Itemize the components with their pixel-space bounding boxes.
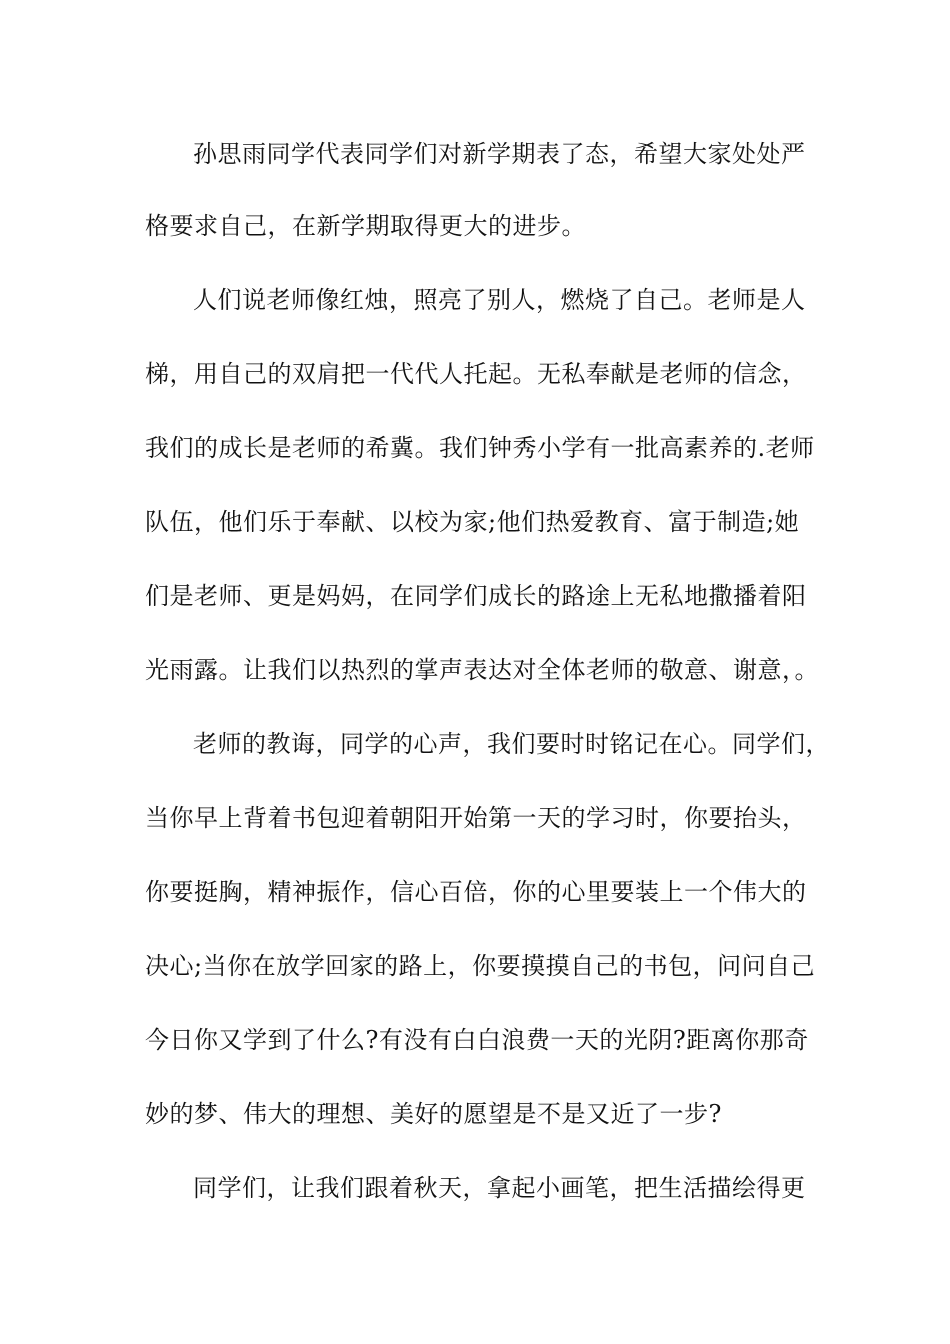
paragraph-line: 你要挺胸，精神振作，信心百倍，你的心里要装上一个伟大的	[145, 878, 807, 906]
paragraph-line: 老师的教诲，同学的心声，我们要时时铭记在心。同学们，	[193, 730, 830, 758]
paragraph-line: 格要求自己，在新学期取得更大的进步。	[145, 212, 586, 240]
paragraph-line: 们是老师、更是妈妈，在同学们成长的路途上无私地撒播着阳	[145, 582, 807, 610]
paragraph-line: 当你早上背着书包迎着朝阳开始第一天的学习时，你要抬头，	[145, 804, 807, 832]
paragraph-line: 我们的成长是老师的希冀。我们钟秀小学有一批高素养的.老师	[145, 434, 815, 462]
paragraph-line: 人们说老师像红烛，照亮了别人，燃烧了自己。老师是人	[193, 286, 806, 314]
paragraph-line: 光雨露。让我们以热烈的掌声表达对全体老师的敬意、谢意，。	[145, 656, 819, 684]
paragraph-line: 梯，用自己的双肩把一代代人托起。无私奉献是老师的信念，	[145, 360, 807, 388]
paragraph-line: 队伍，他们乐于奉献、以校为家;他们热爱教育、富于制造;她	[145, 508, 800, 536]
paragraph-line: 孙思雨同学代表同学们对新学期表了态，希望大家处处严	[193, 140, 806, 168]
paragraph-line: 决心;当你在放学回家的路上，你要摸摸自己的书包，问问自己	[145, 952, 816, 980]
paragraph-line: 同学们，让我们跟着秋天，拿起小画笔，把生活描绘得更	[193, 1174, 806, 1202]
paragraph-line: 今日你又学到了什么?有没有白白浪费一天的光阴?距离你那奇	[145, 1026, 809, 1054]
paragraph-line: 妙的梦、伟大的理想、美好的愿望是不是又近了一步?	[145, 1100, 722, 1128]
